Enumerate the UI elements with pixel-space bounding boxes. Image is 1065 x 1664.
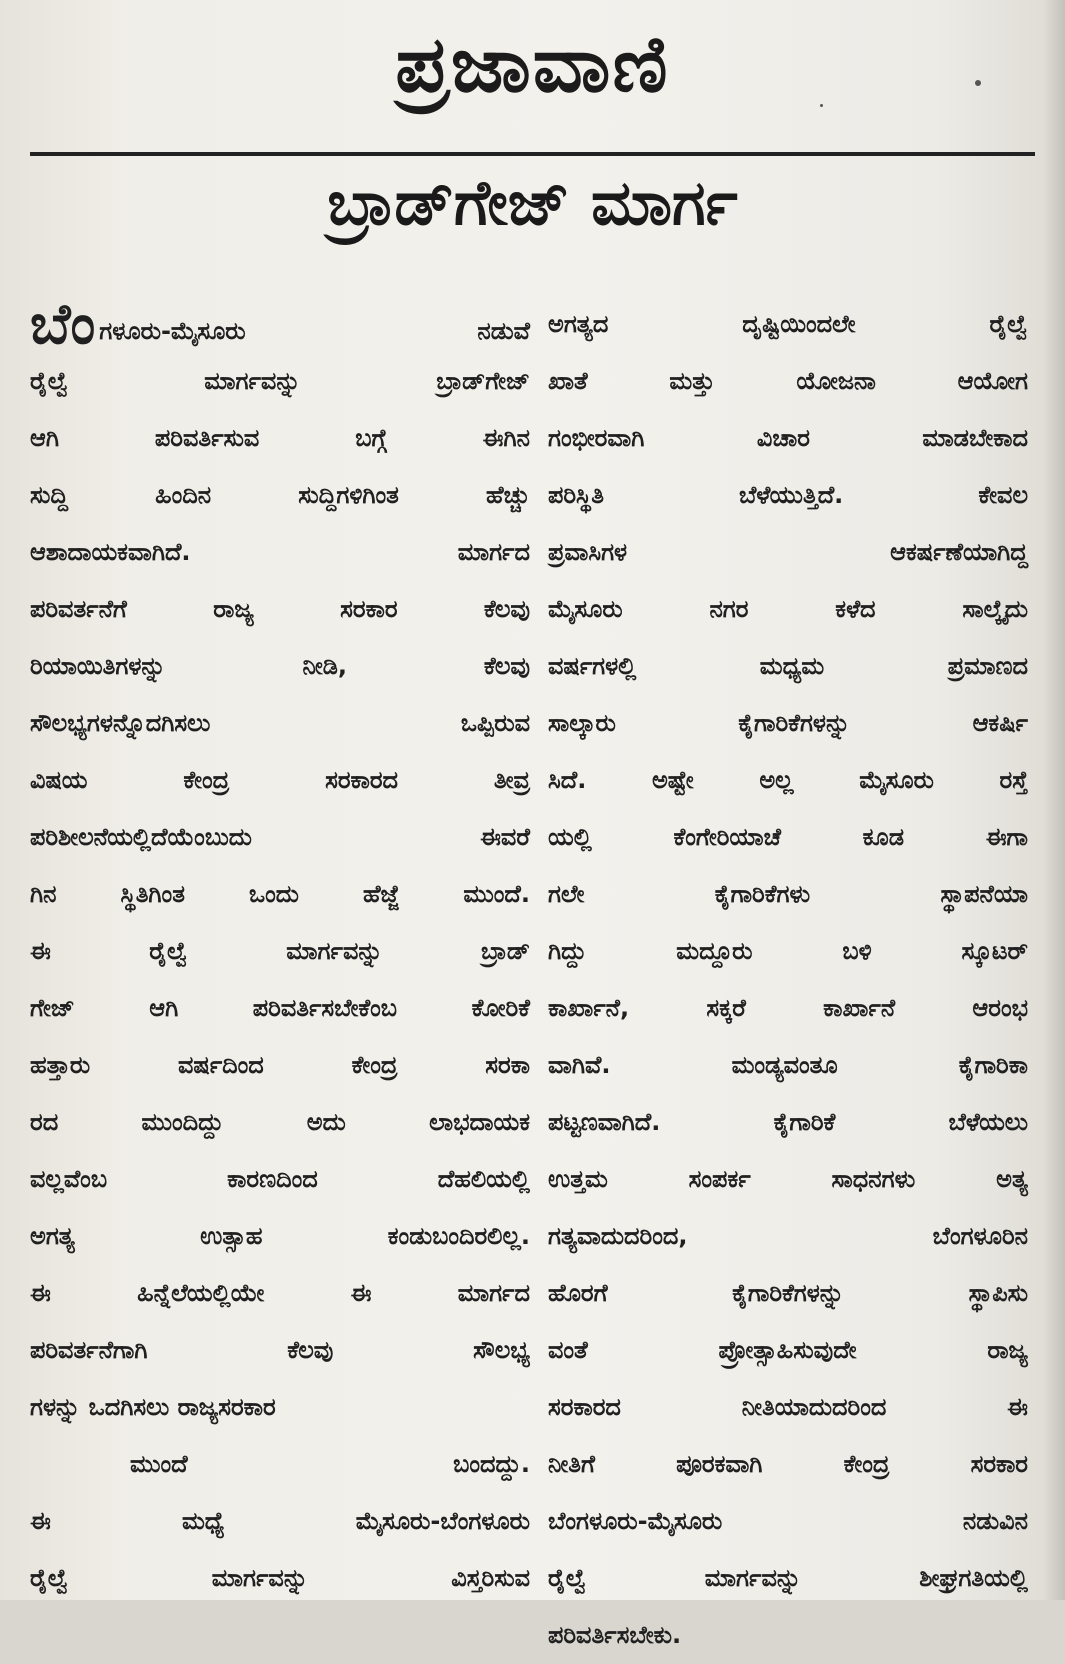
text-line: ಕಾರ್ಖಾನೆ, ಸಕ್ಕರೆ ಕಾರ್ಖಾನೆ ಆರಂಭ [548,994,1028,1022]
left-column-first-line [30,292,530,357]
text-line: ಹೊರಗೆ ಕೈಗಾರಿಕೆಗಳನ್ನು ಸ್ಥಾಪಿಸು [548,1279,1028,1307]
text-line: ಈ ರೈಲ್ವೆ ಮಾರ್ಗವನ್ನು ಬ್ರಾಡ್ [30,937,530,965]
text-line: ರೈಲ್ವೆ ಮಾರ್ಗವನ್ನು ಬ್ರಾಡ್‌ಗೇಜ್ [30,367,530,395]
text-line: ಪಟ್ಟಣವಾಗಿದೆ. ಕೈಗಾರಿಕೆ ಬೆಳೆಯಲು [548,1108,1028,1136]
text-line: ಅಗತ್ಯ ಉತ್ಸಾಹ ಕಂಡುಬಂದಿರಲಿಲ್ಲ. [30,1222,530,1250]
masthead-rule [30,152,1035,156]
text-line: ಗಲೇ ಕೈಗಾರಿಕೆಗಳು ಸ್ಥಾಪನೆಯಾ [548,880,1028,908]
text-line: ಪರಿಸ್ಥಿತಿ ಬೆಳೆಯುತ್ತಿದೆ. ಕೇವಲ [548,481,1028,509]
editorial-headline: ಬ್ರಾಡ್‌ಗೇಜ್ ಮಾರ್ಗ [327,166,738,239]
text-line: ಗತ್ಯವಾದುದರಿಂದ, ಬೆಂಗಳೂರಿನ [548,1222,1028,1250]
text-line: ಖಾತೆ ಮತ್ತು ಯೋಜನಾ ಆಯೋಗ [548,367,1028,395]
text-line: ವರ್ಷಗಳಲ್ಲಿ ಮಧ್ಯಮ ಪ್ರಮಾಣದ [548,652,1028,680]
text-line: ಸೌಲಭ್ಯಗಳನ್ನೊದಗಿಸಲು ಒಪ್ಪಿರುವ [30,709,530,737]
text-line: ಮುಂದೆ ಬಂದದ್ದು. [130,1450,530,1478]
text-line: ಹತ್ತಾರು ವರ್ಷದಿಂದ ಕೇಂದ್ರ ಸರಕಾ [30,1051,530,1079]
text-line: ಈ ಮಧ್ಯೆ ಮೈಸೂರು-ಬೆಂಗಳೂರು [30,1507,530,1535]
text-line: ಪರಿವರ್ತಿಸಬೇಕು. [548,1621,682,1649]
left-column [30,292,530,1607]
text-line: ರಿಯಾಯಿತಿಗಳನ್ನು ನೀಡಿ, ಕೆಲವು [30,652,530,680]
text-line: ಗಳನ್ನು ಒದಗಿಸಲು ರಾಜ್ಯಸರಕಾರ [30,1393,276,1421]
text-line: ಗಿನ ಸ್ಥಿತಿಗಿಂತ ಒಂದು ಹೆಜ್ಜೆ ಮುಂದೆ. [30,880,530,908]
text-line: ವಿಷಯ ಕೇಂದ್ರ ಸರಕಾರದ ತೀವ್ರ [30,766,530,794]
text-line: ಆಶಾದಾಯಕವಾಗಿದೆ. ಮಾರ್ಗದ [30,538,530,566]
text-line: ಪ್ರವಾಸಿಗಳ ಆಕರ್ಷಣೆಯಾಗಿದ್ದ [548,538,1028,566]
text-line: ಗೇಜ್ ಆಗಿ ಪರಿವರ್ತಿಸಬೇಕೆಂಬ ಕೋರಿಕೆ [30,994,530,1022]
text-line: ರದ ಮುಂದಿದ್ದು ಅದು ಲಾಭದಾಯಕ [30,1108,530,1136]
text-line: ಸುದ್ದಿ ಹಿಂದಿನ ಸುದ್ದಿಗಳಿಗಿಂತ ಹೆಚ್ಚು [30,481,530,509]
right-column [548,296,1028,1664]
text-line: ವಂತೆ ಪ್ರೋತ್ಸಾಹಿಸುವುದೇ ರಾಜ್ಯ [548,1336,1028,1364]
newspaper-masthead: ಪ್ರಜಾವಾಣಿ [395,20,670,110]
text-line: ವಾಗಿವೆ. ಮಂಡ್ಯವಂತೂ ಕೈಗಾರಿಕಾ [548,1051,1028,1079]
page-edge-shadow [1043,0,1065,1600]
text-line: ಪರಿಶೀಲನೆಯಲ್ಲಿದೆಯೆಂಬುದು ಈವರೆ [30,823,530,851]
text-line: ಅಗತ್ಯದ ದೃಷ್ಟಿಯಿಂದಲೇ ರೈಲ್ವೆ [548,310,1028,338]
text-line: ಸಿದೆ. ಅಷ್ಟೇ ಅಲ್ಲ ಮೈಸೂರು ರಸ್ತೆ [548,766,1028,794]
text-line: ಪರಿವರ್ತನೆಗಾಗಿ ಕೆಲವು ಸೌಲಭ್ಯ [30,1336,530,1364]
text-line: ರೈಲ್ವೆ ಮಾರ್ಗವನ್ನು ವಿಸ್ತರಿಸುವ [30,1564,530,1592]
first-line-text: ಗಳೂರು-ಮೈಸೂರು ನಡುವೆ [99,317,530,345]
drop-cap: ಬೆಂ [30,292,96,357]
text-line: ಯಲ್ಲಿ ಕೆಂಗೇರಿಯಾಚೆ ಕೂಡ ಈಗಾ [548,823,1028,851]
text-line: ಗಂಭೀರವಾಗಿ ವಿಚಾರ ಮಾಡಬೇಕಾದ [548,424,1028,452]
print-speck [820,104,823,107]
text-line: ಸರಕಾರದ ನೀತಿಯಾದುದರಿಂದ ಈ [548,1393,1028,1421]
text-line: ಈ ಹಿನ್ನೆಲೆಯಲ್ಲಿಯೇ ಈ ಮಾರ್ಗದ [30,1279,530,1307]
text-line: ಪರಿವರ್ತನೆಗೆ ರಾಜ್ಯ ಸರಕಾರ ಕೆಲವು [30,595,530,623]
text-line: ಗಿದ್ದು ಮದ್ದೂರು ಬಳಿ ಸ್ಕೂಟರ್ [548,937,1028,965]
text-line: ಉತ್ತಮ ಸಂಪರ್ಕ ಸಾಧನಗಳು ಅತ್ಯ [548,1165,1028,1193]
text-line: ವಲ್ಲವೆಂಬ ಕಾರಣದಿಂದ ದೆಹಲಿಯಲ್ಲಿ [30,1165,530,1193]
text-line: ಆಗಿ ಪರಿವರ್ತಿಸುವ ಬಗ್ಗೆ ಈಗಿನ [30,424,530,452]
print-speck [975,80,981,86]
text-line: ಸಾಲ್ಕಾರು ಕೈಗಾರಿಕೆಗಳನ್ನು ಆಕರ್ಷಿ [548,709,1028,737]
text-line: ರೈಲ್ವೆ ಮಾರ್ಗವನ್ನು ಶೀಘ್ರಗತಿಯಲ್ಲಿ [548,1564,1028,1592]
text-line: ನೀತಿಗೆ ಪೂರಕವಾಗಿ ಕೇಂದ್ರ ಸರಕಾರ [548,1450,1028,1478]
text-line: ಬೆಂಗಳೂರು-ಮೈಸೂರು ನಡುವಿನ [548,1507,1028,1535]
text-line: ಮೈಸೂರು ನಗರ ಕಳೆದ ಸಾಲ್ಕೈದು [548,595,1028,623]
